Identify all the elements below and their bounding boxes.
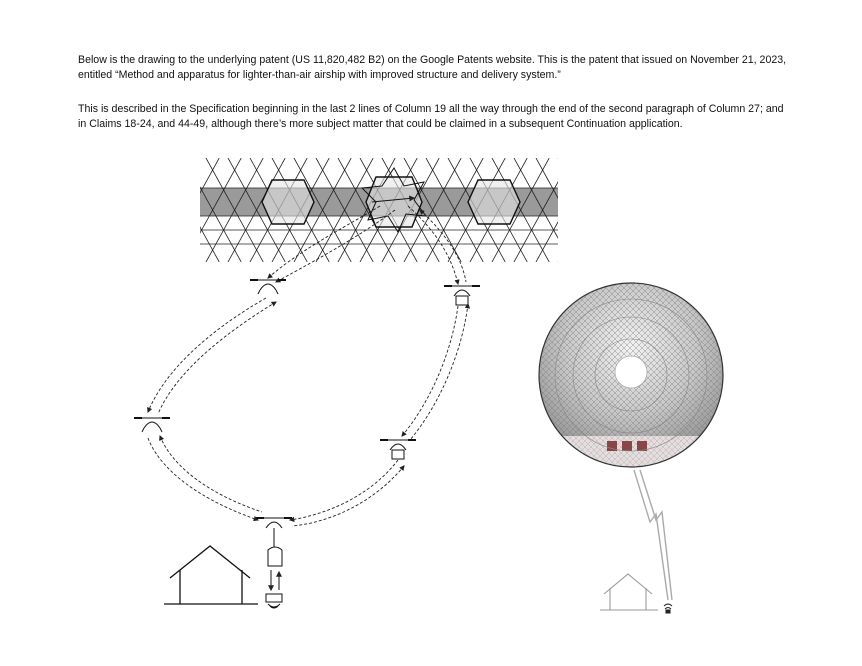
lattice-strut <box>558 158 615 262</box>
drone-icon <box>250 280 286 294</box>
lattice-strut <box>140 158 197 262</box>
drone-icon <box>134 418 170 432</box>
hex-module-1 <box>262 180 314 224</box>
hex-module-3 <box>468 180 520 224</box>
signal-bolt-icon <box>634 470 672 600</box>
house-icon <box>164 546 258 604</box>
drone-icon <box>256 518 292 548</box>
lattice-strut <box>118 158 175 262</box>
airship-structure-icon <box>96 158 615 262</box>
airship-underside-icon <box>539 283 723 476</box>
lattice-strut <box>96 158 153 262</box>
delivery-flight-paths <box>148 206 468 526</box>
drone-with-package-icon <box>380 440 416 459</box>
intro-paragraph: Below is the drawing to the underlying patent (US 11,820,482 B2) on the Google Patents website. This is the patent that issued on November 21, 2023, entitled “Method and apparatus for lighter-than-air airship with improved structure and delivery system.” <box>78 54 787 81</box>
receiver-house-icon <box>600 574 658 610</box>
specification-paragraph: This is described in the Specification beginning in the last 2 lines of Column 19 all the way through the end of the second paragraph of Column 27; and in Claims 18-24, and 44-49, although there’s more subject matter that could be claimed in a subsequent Continuation application. <box>78 103 784 130</box>
drone-with-package-icon <box>444 286 480 305</box>
cargo-bay-doors <box>607 441 647 451</box>
lattice-strut <box>558 158 615 262</box>
lattice-strut <box>118 158 175 262</box>
package-lowering-icon <box>266 547 282 608</box>
lattice-strut <box>140 158 197 262</box>
antenna-icon <box>664 604 672 613</box>
central-hub <box>615 356 647 388</box>
lattice-strut <box>96 158 153 262</box>
